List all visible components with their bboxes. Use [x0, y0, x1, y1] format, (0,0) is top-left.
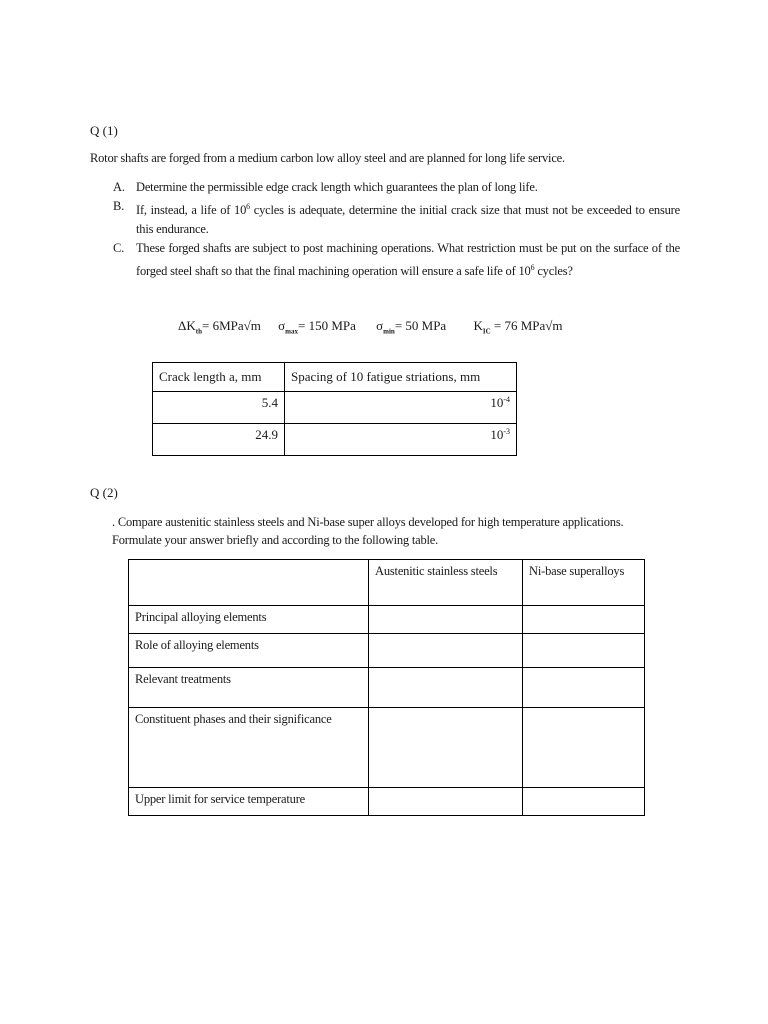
q1-item-b: [110, 197, 680, 239]
table-row: [129, 668, 645, 708]
table-answer-cell[interactable]: [523, 634, 645, 668]
table-row-label: Relevant treatments: [129, 668, 369, 708]
table-header-row: [153, 363, 517, 392]
table-row: [129, 634, 645, 668]
table-row-label: Upper limit for service temperature: [129, 788, 369, 816]
table-header-cell: Ni-base superalloys: [523, 560, 645, 606]
table-answer-cell[interactable]: [523, 668, 645, 708]
table-cell-length: 5.4: [153, 392, 285, 424]
q1-intro: Rotor shafts are forged from a medium carbon low alloy steel and are planned for long life service.: [90, 151, 565, 165]
table-cell-spacing: $10^{-4}$: [285, 392, 517, 424]
item-text-before: These forged shafts are subject to post machining operations. What restriction must be put on the surface of the forged steel shaft so that the final machining operation will ensure a safe life of 10: [136, 241, 680, 279]
item-marker: C.: [113, 241, 125, 256]
table-answer-cell[interactable]: [369, 788, 523, 816]
q1-question-list: [110, 178, 680, 281]
table-answer-cell[interactable]: [523, 708, 645, 788]
item-text-after: cycles?: [534, 264, 573, 279]
table-row-label: Constituent phases and their significance: [129, 708, 369, 788]
q2-heading: Q (2): [90, 485, 118, 500]
item-text: Determine the permissible edge crack length which guarantees the plan of long life.: [136, 180, 538, 194]
alloy-comparison-table: [128, 559, 645, 816]
item-exponent: 6: [246, 202, 250, 211]
table-header-cell: [129, 560, 369, 606]
table-answer-cell[interactable]: [369, 668, 523, 708]
crack-striation-table: [152, 362, 517, 456]
table-row-label: Role of alloying elements: [129, 634, 369, 668]
table-row: [153, 424, 517, 456]
q1-item-a: [110, 178, 680, 197]
table-header-row: [129, 560, 645, 606]
table-header-cell: Spacing of 10 fatigue striations, mm: [285, 363, 517, 392]
table-row: [129, 788, 645, 816]
sigma-max: $\sigma_{max}= 150$ MPa: [278, 318, 356, 336]
table-header-cell: Crack length a, mm: [153, 363, 285, 392]
table-header-cell: Austenitic stainless steels: [369, 560, 523, 606]
sigma-min: $\sigma_{min}= 50$ MPa: [376, 318, 447, 336]
table-row: [153, 392, 517, 424]
item-marker: A.: [113, 180, 125, 194]
delta-k-threshold: $\Delta K_{th}= 6MPa√m$: [178, 318, 261, 336]
item-marker: B.: [113, 199, 125, 213]
item-exponent: 6: [530, 263, 535, 273]
q2-intro: . Compare austenitic stainless steels and Ni-base super alloys developed for high temperature applications. Formulate your answer briefly and according to the following table.: [112, 515, 624, 547]
table-answer-cell[interactable]: [369, 634, 523, 668]
q1-heading: Q (1): [90, 123, 118, 138]
table-row: [129, 708, 645, 788]
q1-given-values: [178, 318, 563, 336]
table-row-label: Principal alloying elements: [129, 606, 369, 634]
item-text-after: cycles is adequate, determine the initial crack size that must not be exceeded to ensure this endurance.: [136, 203, 680, 237]
table-answer-cell[interactable]: [523, 788, 645, 816]
table-cell-length: 24.9: [153, 424, 285, 456]
q1-item-c: [110, 239, 680, 281]
table-answer-cell[interactable]: [523, 606, 645, 634]
table-cell-spacing: $10^{-3}$: [285, 424, 517, 456]
item-text-before: If, instead, a life of 10: [136, 203, 247, 218]
table-answer-cell[interactable]: [369, 606, 523, 634]
table-answer-cell[interactable]: [369, 708, 523, 788]
table-row: [129, 606, 645, 634]
k-ic: $K_{IC} = 76$ MPa√m: [473, 318, 563, 336]
